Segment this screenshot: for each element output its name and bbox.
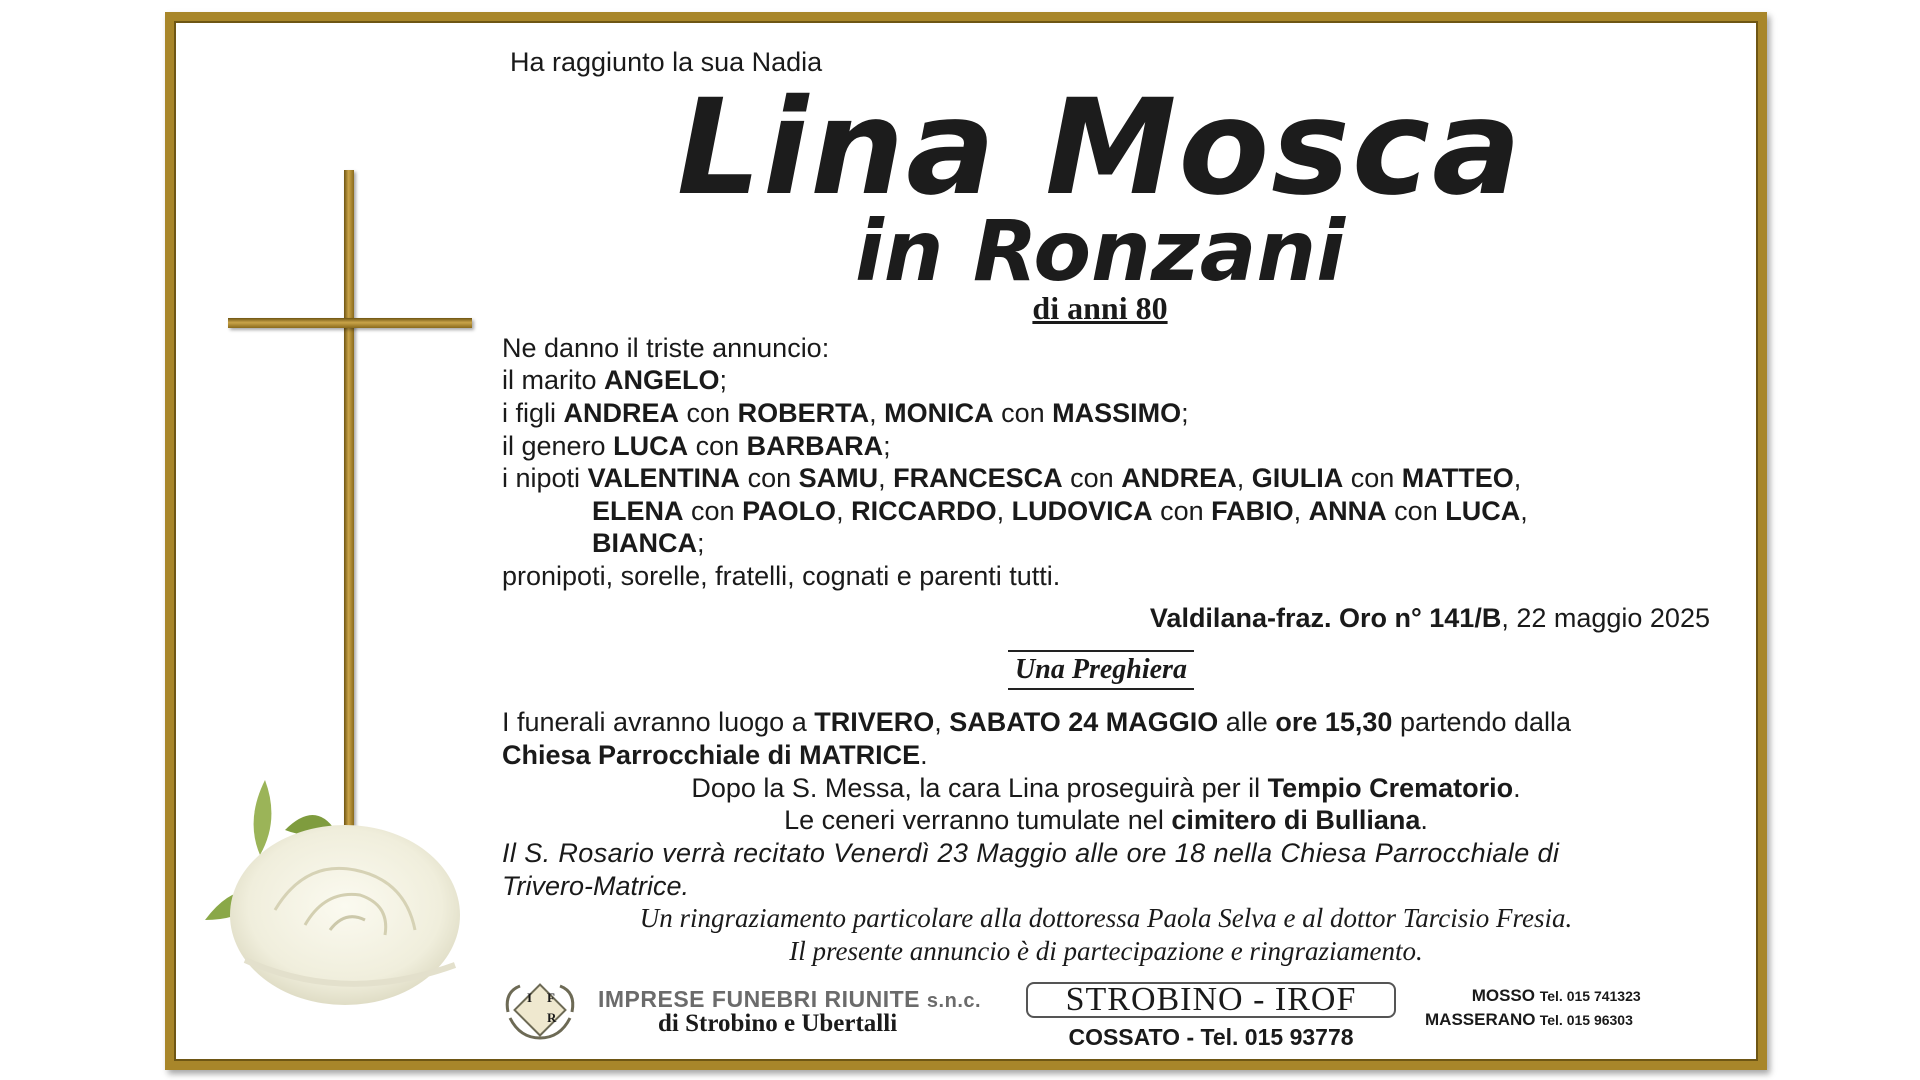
logo-letter-r: R: [547, 1010, 557, 1025]
deceased-name: Lina Mosca: [676, 71, 1524, 225]
announce-line-4: il genero LUCA con BARBARA;: [502, 431, 891, 461]
funeral-line-3: Dopo la S. Messa, la cara Lina proseguirà per il Tempio Crematorio.: [691, 773, 1521, 803]
cross-icon: [344, 170, 354, 830]
funeral-line-2: Chiesa Parrocchiale di MATRICE.: [502, 740, 928, 770]
strobino-irof-box: STROBINO - IROF: [1026, 982, 1396, 1018]
funeral-line-5: Il S. Rosario verrà recitato Venerdì 23 Maggio alle ore 18 nella Chiesa Parrocchiale di: [502, 838, 1560, 868]
ifr-logo-icon: [500, 982, 580, 1042]
thanks-line: Un ringraziamento particolare alla dottoressa Paola Selva e al dottor Tarcisio Fresia.: [639, 903, 1573, 933]
participation-line: Il presente annuncio è di partecipazione e ringraziamento.: [789, 936, 1423, 966]
announce-line-7: BIANCA;: [592, 528, 705, 558]
married-name: in Ronzani: [854, 202, 1345, 300]
announce-line-5: i nipoti VALENTINA con SAMU, FRANCESCA con ANDREA, GIULIA con MATTEO,: [502, 463, 1522, 493]
announce-line-2: il marito ANGELO;: [502, 365, 728, 395]
funeral-line-4: Le ceneri verranno tumulate nel cimitero di Bulliana.: [784, 805, 1428, 835]
company-name: IMPRESE FUNEBRI RIUNITE s.n.c.: [598, 986, 982, 1012]
masserano-contact: MASSERANO Tel. 015 96303: [1425, 1010, 1633, 1029]
logo-letter-f: F: [547, 990, 555, 1005]
announce-line-8: pronipoti, sorelle, fratelli, cognati e parenti tutti.: [502, 561, 1061, 591]
announce-line-1: Ne danno il triste annuncio:: [502, 333, 830, 363]
mosso-contact: MOSSO Tel. 015 741323: [1471, 986, 1641, 1005]
announce-line-3: i figli ANDREA con ROBERTA, MONICA con MASSIMO;: [502, 398, 1189, 428]
cossato-phone: COSSATO - Tel. 015 93778: [1068, 1024, 1354, 1050]
funeral-line-6: Trivero-Matrice.: [502, 871, 690, 901]
company-owners: di Strobino e Ubertalli: [658, 1010, 898, 1037]
age-text: di anni 80: [1032, 290, 1168, 326]
funeral-line-1: I funerali avranno luogo a TRIVERO, SABATO 24 MAGGIO alle ore 15,30 partendo dalla: [502, 707, 1572, 737]
white-rose-icon: [185, 760, 485, 1010]
cross-crossbar: [228, 318, 472, 328]
logo-letter-i: I: [527, 990, 533, 1005]
prayer-title: Una Preghiera: [1008, 650, 1194, 690]
announce-line-6: ELENA con PAOLO, RICCARDO, LUDOVICA con FABIO, ANNA con LUCA,: [592, 496, 1528, 526]
place-date: Valdilana-fraz. Oro n° 141/B, 22 maggio 2025: [1149, 603, 1710, 633]
intro-text: Ha raggiunto la sua Nadia: [510, 47, 823, 77]
